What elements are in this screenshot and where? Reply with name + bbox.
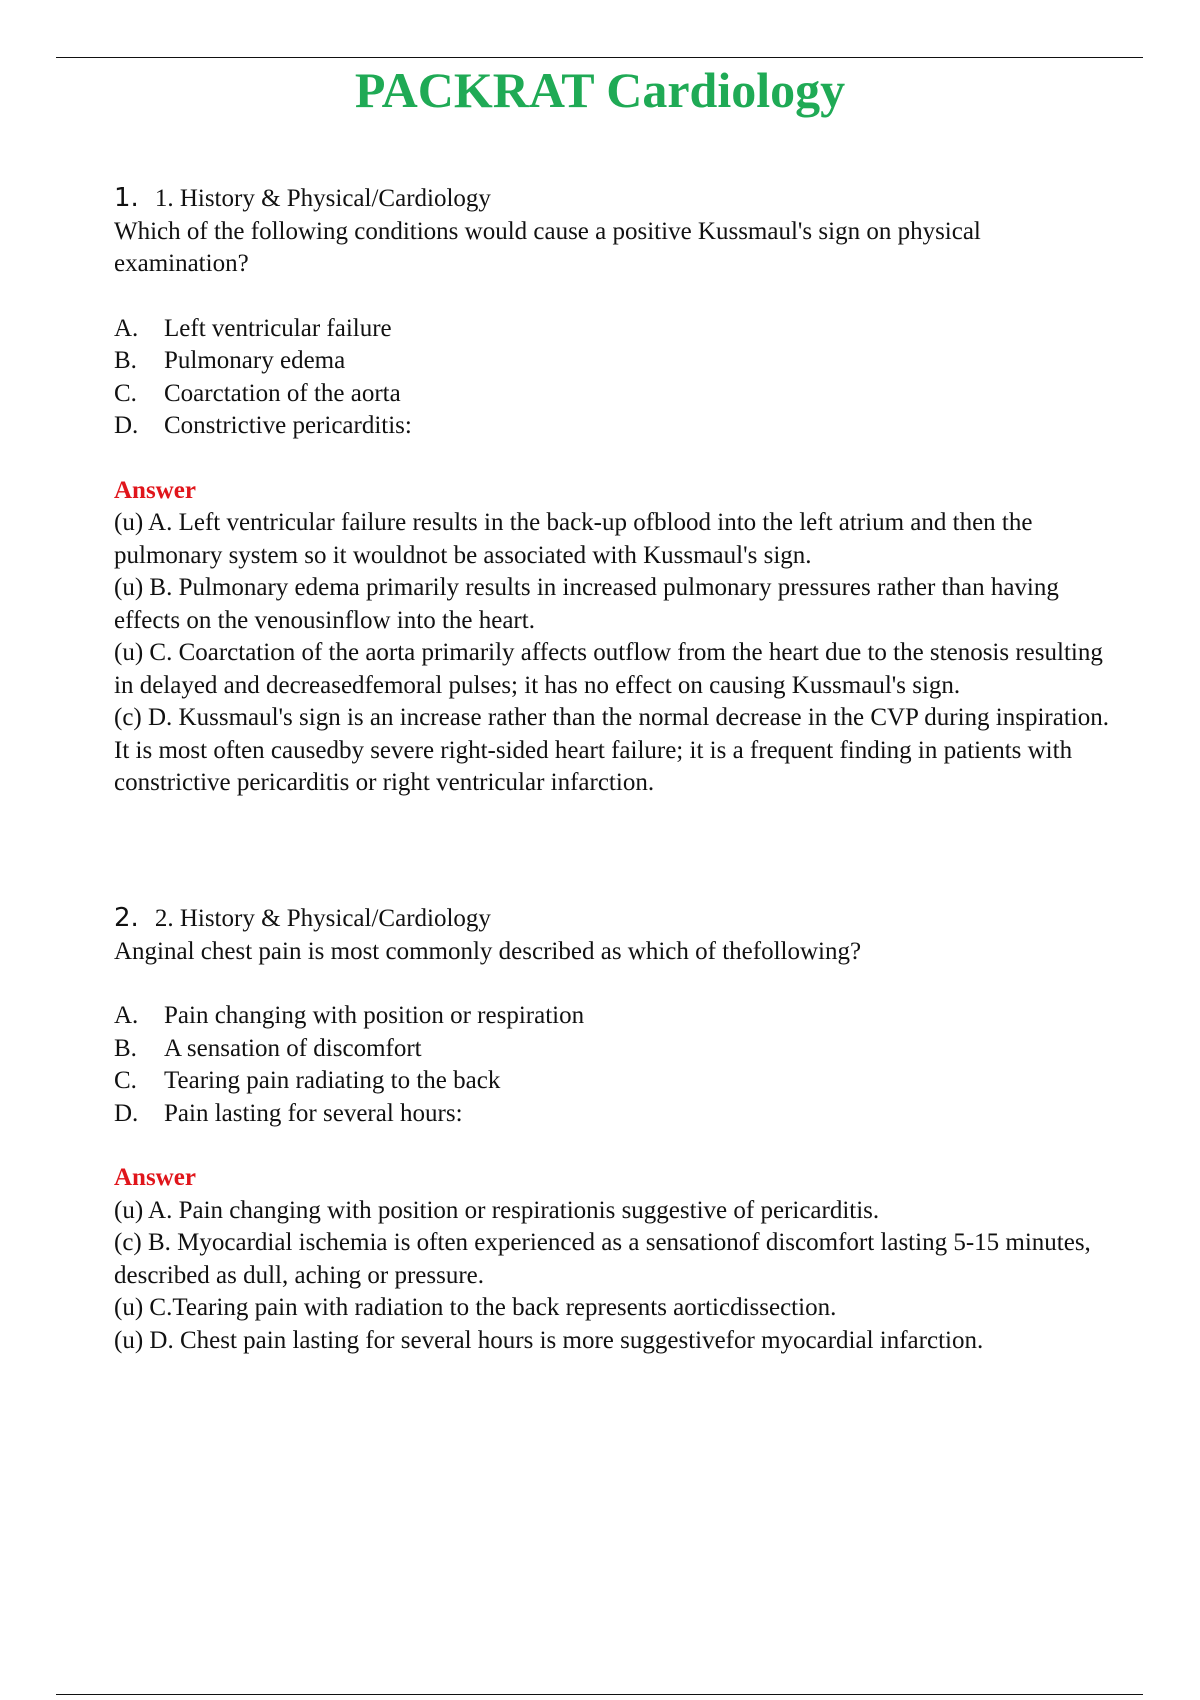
question-header	[114, 182, 1114, 216]
option-letter: C.	[114, 1067, 137, 1094]
explanation-a: (u) A. Left ventricular failure results in the back-up ofblood into the left atrium and then the pulmonary system so it wouldnot be associated with Kussmaul's sign.	[114, 509, 1033, 569]
option-text: Constrictive pericarditis:	[164, 412, 412, 439]
option-letter: A.	[114, 1002, 139, 1029]
question-stem: Anginal chest pain is most commonly described as which of thefollowing?	[114, 937, 862, 965]
option-text: Left ventricular failure	[164, 314, 392, 342]
option-a	[114, 313, 1114, 346]
option-letter: D.	[114, 412, 139, 439]
option-text: Pulmonary edema	[164, 347, 346, 374]
explanation-b: (c) B. Myocardial ischemia is often experienced as a sensationof discomfort lasting 5-15 minutes, described as dull, aching or pressure.	[114, 1229, 1091, 1289]
option-text: A sensation of discomfort	[164, 1034, 422, 1062]
bottom-rule	[56, 1694, 1143, 1695]
option-list	[114, 313, 1114, 443]
option-text: Coarctation of the aorta	[164, 379, 401, 407]
question-1	[114, 182, 1114, 800]
option-b	[114, 345, 1114, 378]
option-c	[114, 378, 1114, 411]
option-letter: B.	[114, 1034, 137, 1062]
document-title: PACKRAT Cardiology	[354, 62, 846, 118]
explanation-c: (u) C.Tearing pain with radiation to the back represents aorticdissection.	[114, 1294, 837, 1321]
explanation-d: (u) D. Chest pain lasting for several hours is more suggestivefor myocardial infarction.	[114, 1326, 984, 1354]
question-header	[114, 902, 1114, 936]
explanation-a: (u) A. Pain changing with position or respirationis suggestive of pericarditis.	[114, 1196, 880, 1224]
option-b	[114, 1033, 1114, 1066]
option-text: Tearing pain radiating to the back	[164, 1067, 501, 1094]
explanation-c: (u) C. Coarctation of the aorta primarily affects outflow from the heart due to the stenosis resulting in delayed and decreasedfemoral pulses; it has no effect on causing Kussmaul's sign.	[114, 639, 1103, 699]
explanation-b: (u) B. Pulmonary edema primarily results in increased pulmonary pressures rather than having effects on the venousinflow into the heart.	[114, 574, 1059, 634]
option-a	[114, 1000, 1114, 1033]
question-category: 1. History & Physical/Cardiology	[154, 185, 491, 212]
answer-label: Answer	[114, 476, 196, 504]
option-text: Pain changing with position or respiration	[164, 1002, 585, 1029]
question-2	[114, 902, 1114, 1357]
question-number: 2.	[114, 903, 139, 933]
option-d	[114, 1098, 1114, 1131]
question-category: 2. History & Physical/Cardiology	[154, 905, 491, 932]
option-letter: A.	[114, 314, 139, 342]
option-c	[114, 1065, 1114, 1098]
question-stem: Which of the following conditions would cause a positive Kussmaul's sign on physical examination?	[114, 217, 981, 277]
option-list	[114, 1000, 1114, 1130]
option-d	[114, 410, 1114, 443]
question-number: 1.	[114, 183, 139, 213]
explanation-d: (c) D. Kussmaul's sign is an increase rather than the normal decrease in the CVP during inspiration. It is most often causedby severe right-sided heart failure; it is a frequent finding in patients with constrictive pericarditis or right ventricular infarction.	[114, 704, 1109, 796]
option-letter: B.	[114, 347, 137, 374]
option-text: Pain lasting for several hours:	[164, 1099, 463, 1127]
answer-label: Answer	[114, 1164, 196, 1191]
option-letter: C.	[114, 379, 137, 407]
option-letter: D.	[114, 1099, 139, 1127]
